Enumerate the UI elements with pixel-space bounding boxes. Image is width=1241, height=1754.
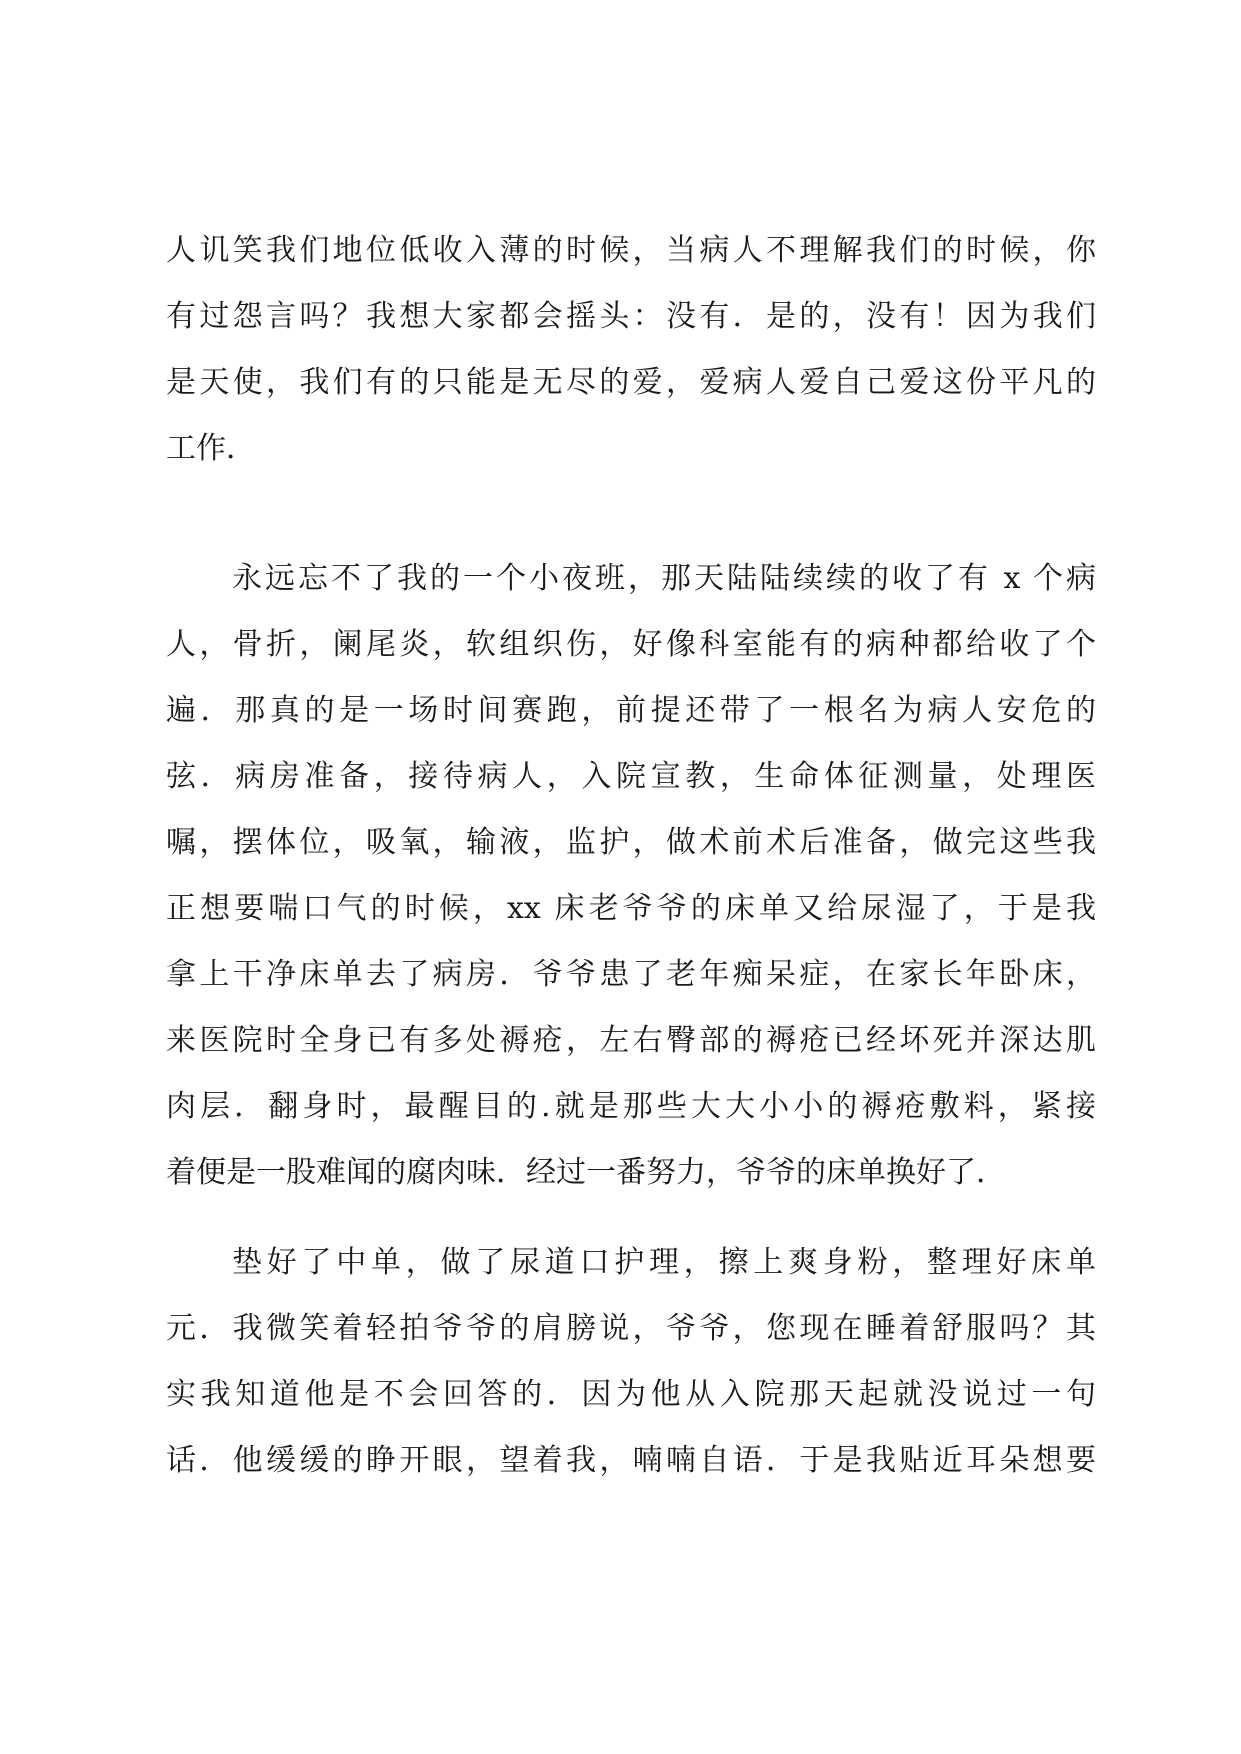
text-line: 正想要喘口气的时候，xx 床老爷爷的床单又给尿湿了，于是我: [166, 891, 1096, 926]
text-line: 肉层．翻身时，最醒目的.就是那些大大小小的褥疮敷料，紧接: [166, 1089, 1096, 1124]
text-line: 着便是一股难闻的腐肉味．经过一番努力，爷爷的床单换好了．: [166, 1155, 1006, 1190]
text-line: 弦．病房准备，接待病人，入院宣教，生命体征测量，处理医: [166, 759, 1096, 794]
text-line: 实我知道他是不会回答的．因为他从入院那天起就没说过一句: [166, 1377, 1096, 1412]
text-line: 是天使，我们有的只能是无尽的爱，爱病人爱自己爱这份平凡的: [166, 365, 1096, 400]
text-line: 工作．: [166, 431, 256, 466]
paragraph-1: [166, 218, 1096, 482]
text-line: 人，骨折，阑尾炎，软组织伤，好像科室能有的病种都给收了个: [166, 627, 1096, 662]
text-line: 话．他缓缓的睁开眼，望着我，喃喃自语．于是我贴近耳朵想要: [166, 1443, 1096, 1478]
text-line: 人讥笑我们地位低收入薄的时候，当病人不理解我们的时候，你: [166, 233, 1096, 268]
text-line: 有过怨言吗？我想大家都会摇头：没有．是的，没有！因为我们: [166, 299, 1096, 334]
paragraph-2: [166, 546, 1096, 1206]
text-line: 来医院时全身已有多处褥疮，左右臀部的褥疮已经坏死并深达肌: [166, 1023, 1096, 1058]
text-line: 元．我微笑着轻拍爷爷的肩膀说，爷爷，您现在睡着舒服吗？其: [166, 1311, 1096, 1346]
paragraph-3: [166, 1230, 1096, 1494]
text-line: 拿上干净床单去了病房．爷爷患了老年痴呆症，在家长年卧床，: [166, 957, 1096, 992]
text-line: 嘱，摆体位，吸氧，输液，监护，做术前术后准备，做完这些我: [166, 825, 1096, 860]
text-line: 垫好了中单，做了尿道口护理，擦上爽身粉，整理好床单: [232, 1245, 1096, 1280]
text-line: 永远忘不了我的一个小夜班，那天陆陆续续的收了有 x 个病: [232, 561, 1096, 596]
text-line: 遍．那真的是一场时间赛跑，前提还带了一根名为病人安危的: [166, 693, 1096, 728]
